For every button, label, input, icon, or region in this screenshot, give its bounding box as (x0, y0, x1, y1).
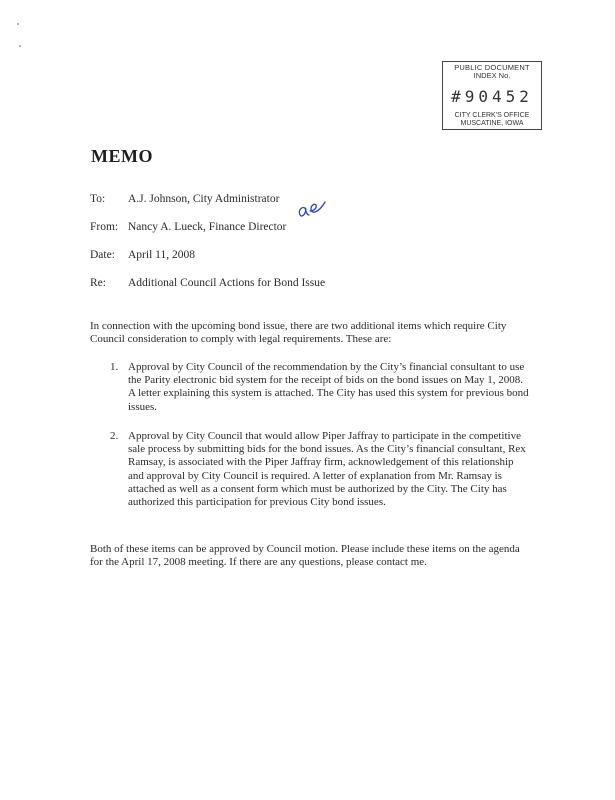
re-value: Additional Council Actions for Bond Issue (128, 277, 326, 289)
public-document-stamp (442, 61, 542, 130)
list-item (110, 430, 530, 509)
list-item (110, 361, 530, 414)
date-row (90, 249, 195, 261)
re-row (90, 277, 325, 289)
closing-paragraph: Both of these items can be approved by Council motion. Please include these items on the agenda for the April 17, 2008 meeting. If there are any questions, please contact me. (90, 543, 520, 569)
memo-title: MEMO (91, 146, 153, 166)
handwritten-initials (295, 194, 329, 224)
to-label: To: (90, 193, 106, 205)
to-row (90, 193, 279, 205)
stamp-index-number: #90452 (451, 87, 533, 106)
from-label: From: (90, 221, 119, 233)
date-label: Date: (90, 249, 115, 261)
from-value: Nancy A. Lueck, Finance Director (128, 221, 287, 233)
stamp-line-2: INDEX No. (473, 71, 511, 80)
list-item-number: 1. (110, 361, 119, 373)
stamp-line-3: CITY CLERK'S OFFICE (454, 112, 530, 119)
scan-speck (19, 45, 21, 47)
re-label: Re: (90, 277, 106, 289)
list-item-number: 2. (110, 430, 119, 442)
to-value: A.J. Johnson, City Administrator (128, 193, 280, 205)
stamp-line-4: MUSCATINE, IOWA (460, 120, 524, 127)
intro-paragraph: In connection with the upcoming bond issue, there are two additional items which require City Council consideration to comply with legal requirements. These are: (90, 320, 507, 346)
date-value: April 11, 2008 (128, 249, 195, 261)
stamp-line-1: PUBLIC DOCUMENT (454, 63, 530, 72)
list-item-text: Approval by City Council of the recommendation by the City’s financial consultant to use the Parity electronic bid system for the receipt of bids on the bond issues on May 1, 2008. A letter explaining this system is attached. The City has used this system for previous bond issues. (128, 361, 529, 413)
scan-speck (17, 23, 19, 25)
list-item-text: Approval by City Council that would allow Piper Jaffray to participate in the competitive sale process by submitting bids for the bond issues. As the City’s financial consultant, Rex Ramsay, is associated with the Piper Jaffray firm, acknowledgement of this relationship and approval by City Council is required. A letter of explanation from Mr. Ramsay is attached as well as a consent form which must be authorized by the City. The City has authorized this participation for previous City bond issues. (128, 430, 526, 509)
from-row (90, 221, 286, 233)
